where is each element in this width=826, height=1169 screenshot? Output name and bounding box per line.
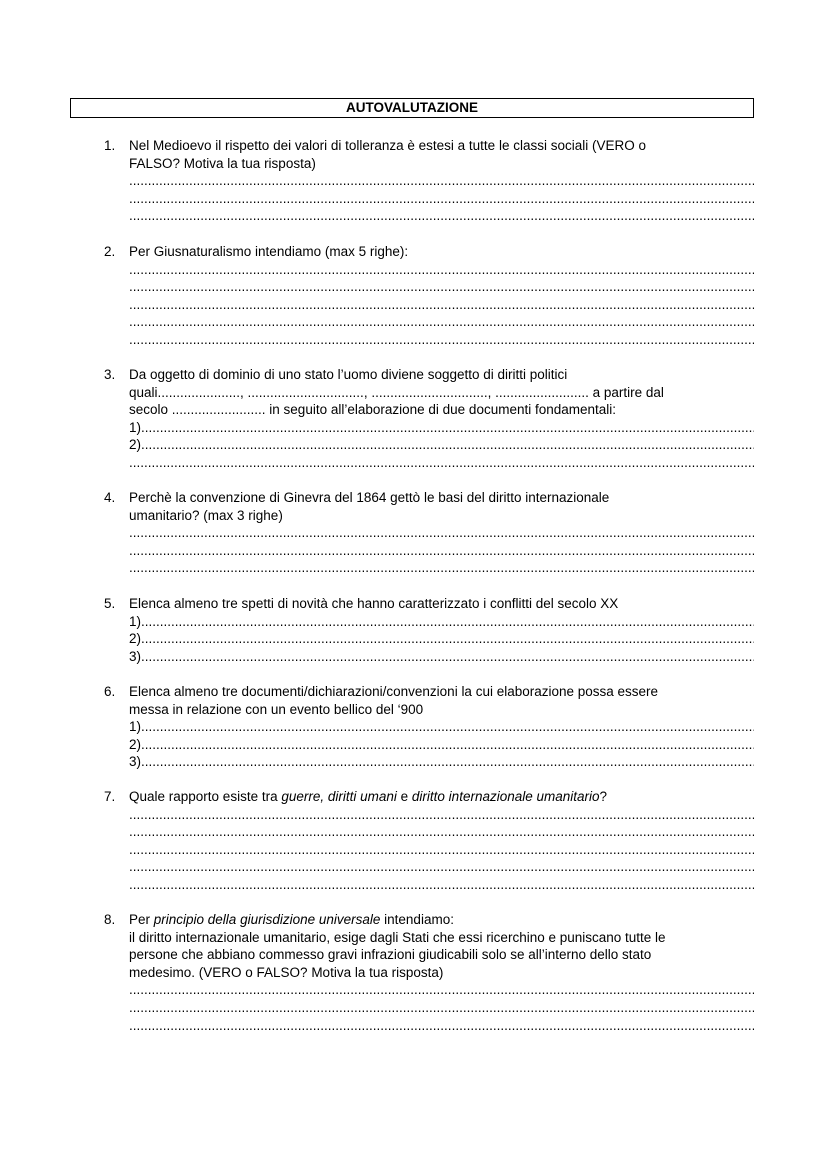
answer-line[interactable] <box>129 207 754 225</box>
answer-line[interactable] <box>129 524 754 542</box>
question-text: Elenca almeno tre spetti di novità che hanno caratterizzato i conflitti del secolo XX <box>129 596 619 611</box>
question-text: il diritto internazionale umanitario, esige dagli Stati che essi ricerchino e puniscano tutte le <box>129 929 666 945</box>
question-number: 7. <box>104 789 116 804</box>
question-number: 3. <box>104 367 116 382</box>
answer-line-numbered[interactable] <box>129 419 754 437</box>
answer-line[interactable] <box>129 261 754 279</box>
page-title: AUTOVALUTAZIONE <box>70 98 754 118</box>
question-8 <box>104 911 754 1034</box>
answer-line[interactable] <box>129 172 754 190</box>
item-number: 1) <box>129 419 142 435</box>
answer-line[interactable] <box>129 559 754 577</box>
question-text: Elenca almeno tre documenti/dichiarazioni/convenzioni la cui elaborazione possa essere <box>129 684 659 699</box>
item-number: 1) <box>129 613 142 629</box>
answer-line[interactable] <box>129 313 754 331</box>
question-number: 6. <box>104 684 116 699</box>
answer-line-numbered[interactable] <box>129 753 754 771</box>
question-number: 5. <box>104 596 116 611</box>
question-text: Perchè la convenzione di Ginevra del 1864 gettò le basi del diritto internazionale <box>129 490 610 505</box>
fill-in-line[interactable]: quali......................, ..............................., ..............................., ......................... a partire dal <box>129 384 664 400</box>
question-number: 2. <box>104 244 116 259</box>
answer-line-numbered[interactable] <box>129 736 754 754</box>
question-4 <box>104 489 754 577</box>
question-text: medesimo. (VERO o FALSO? Motiva la tua risposta) <box>129 964 444 980</box>
item-number: 1) <box>129 719 142 735</box>
question-text: FALSO? Motiva la tua risposta) <box>129 155 316 171</box>
question-text: messa in relazione con un evento bellico del ‘900 <box>129 701 424 717</box>
question-5 <box>104 595 754 665</box>
item-number: 2) <box>129 736 142 752</box>
item-number: 2) <box>129 631 142 647</box>
answer-line[interactable] <box>129 841 754 859</box>
answer-line[interactable] <box>129 296 754 314</box>
question-2 <box>104 243 754 349</box>
answer-line[interactable] <box>129 454 754 472</box>
question-number: 4. <box>104 490 116 505</box>
answer-line[interactable] <box>129 1017 754 1035</box>
answer-line[interactable] <box>129 278 754 296</box>
question-text: Per principio della giurisdizione universale intendiamo: <box>129 912 454 927</box>
question-text: Per Giusnaturalismo intendiamo (max 5 righe): <box>129 244 409 259</box>
answer-line[interactable] <box>129 858 754 876</box>
question-text: Quale rapporto esiste tra guerre, diritti umani e diritto internazionale umanitario? <box>129 789 608 804</box>
question-3 <box>104 366 754 472</box>
question-7 <box>104 788 754 894</box>
answer-line[interactable] <box>129 823 754 841</box>
answer-line-numbered[interactable] <box>129 648 754 666</box>
answer-line[interactable] <box>129 190 754 208</box>
question-number: 8. <box>104 912 116 927</box>
answer-line-numbered[interactable] <box>129 718 754 736</box>
question-text: Da oggetto di dominio di uno stato l’uomo diviene soggetto di diritti politici <box>129 367 568 382</box>
question-6 <box>104 683 754 771</box>
question-text: persone che abbiano commesso gravi infrazioni giudicabili solo se all’interno dello stato <box>129 947 652 963</box>
answer-line[interactable] <box>129 542 754 560</box>
answer-line-numbered[interactable] <box>129 630 754 648</box>
item-number: 3) <box>129 754 142 770</box>
question-1 <box>104 137 754 225</box>
fill-in-line[interactable]: secolo ......................... in seguito all’elaborazione di due documenti fondamentali: <box>129 402 617 418</box>
answer-line-numbered[interactable] <box>129 436 754 454</box>
item-number: 2) <box>129 437 142 453</box>
question-text: Nel Medioevo il rispetto dei valori di tolleranza è estesi a tutte le classi sociali (VERO o <box>129 138 646 153</box>
answer-line[interactable] <box>129 876 754 894</box>
question-number: 1. <box>104 138 116 153</box>
answer-line[interactable] <box>129 981 754 999</box>
answer-line[interactable] <box>129 806 754 824</box>
answer-line[interactable] <box>129 999 754 1017</box>
answer-line[interactable] <box>129 331 754 349</box>
answer-line-numbered[interactable] <box>129 613 754 631</box>
question-text: umanitario? (max 3 righe) <box>129 507 283 523</box>
item-number: 3) <box>129 648 142 664</box>
